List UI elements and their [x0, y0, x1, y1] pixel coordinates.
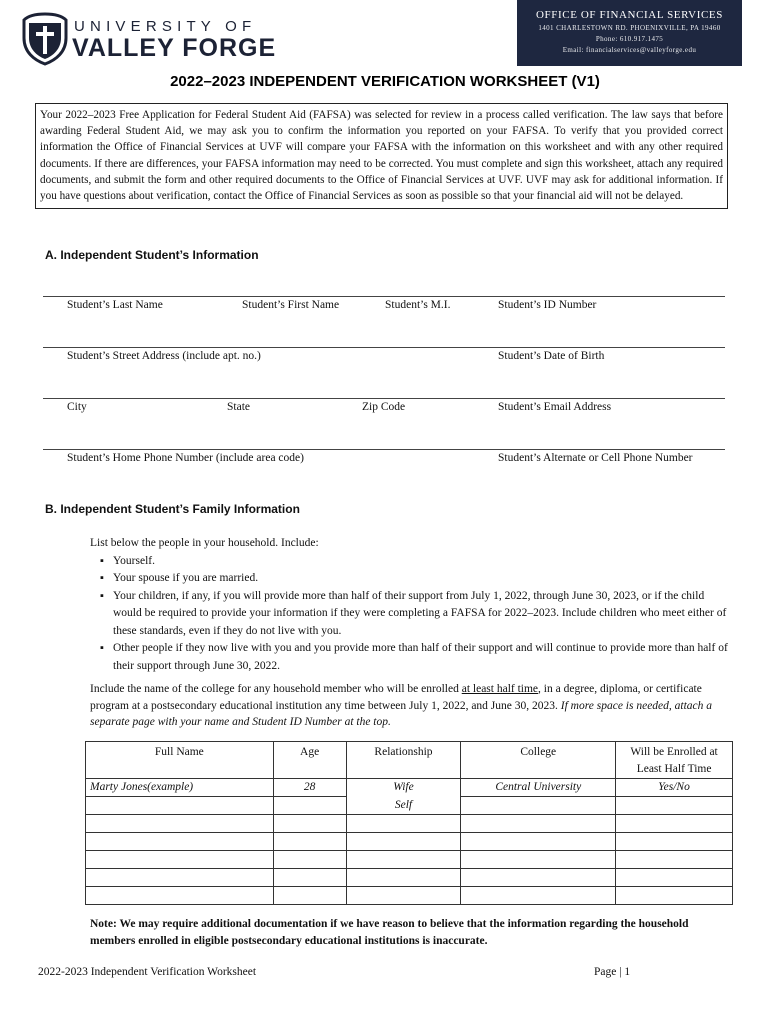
office-address: 1401 CHARLESTOWN RD. PHOENIXVILLE, PA 19460	[538, 24, 721, 32]
intro-paragraph: Your 2022–2023 Free Application for Federal Student Aid (FAFSA) was selected for review in a process called verification. The law says that before awarding Federal Student Aid, we may ask you to confirm the information you reported on your FAFSA. To verify that you provided correct information the Office of Financial Services at UVF will compare your FAFSA with the information on this worksheet and with any other required documents. If there are differences, your FAFSA information may need to be corrected. You must complete and sign this worksheet, attach any required documents, and submit the form and other required documents to the Office of Financial Services at UVF. UVF may ask for additional information. If you have questions about verification, contact the Office of Financial Services as soon as possible so that your financial aid will not be delayed.	[35, 103, 728, 209]
table-header-row	[86, 742, 733, 779]
section-b-heading: B. Independent Student’s Family Information	[45, 502, 300, 516]
list-item: ▪ Other people if they now live with you and you provide more than half of their support and will continue to provide more than half of their support through June 30, 2022.	[90, 640, 730, 675]
col-relationship: Relationship	[346, 742, 461, 779]
table-cell[interactable]	[86, 887, 274, 905]
city-label: City	[67, 401, 87, 413]
field-line[interactable]	[43, 296, 725, 297]
list-item: ▪ Yourself.	[90, 553, 730, 571]
list-intro: List below the people in your household. Include:	[90, 537, 319, 549]
table-row[interactable]	[86, 851, 733, 869]
table-cell[interactable]	[273, 869, 346, 887]
table-cell[interactable]	[616, 833, 733, 851]
col-full-name: Full Name	[86, 742, 274, 779]
table-cell[interactable]	[616, 815, 733, 833]
field-line[interactable]	[43, 449, 725, 450]
street-address-label: Student’s Street Address (include apt. no.)	[67, 350, 261, 362]
first-name-label: Student’s First Name	[242, 299, 340, 311]
table-cell[interactable]	[273, 887, 346, 905]
table-cell[interactable]	[461, 851, 616, 869]
college-text-2: , in a degree, diploma, or certificate program at a postsecondary educational institution any time between July 1, 2022, and June 30, 2023.	[90, 683, 702, 712]
field-line[interactable]	[43, 347, 725, 348]
example-relationship: Wife	[346, 779, 461, 797]
col-college: College	[461, 742, 616, 779]
table-cell[interactable]	[346, 833, 461, 851]
table-cell[interactable]	[461, 869, 616, 887]
table-row[interactable]	[86, 833, 733, 851]
col-age: Age	[273, 742, 346, 779]
table-cell[interactable]	[86, 833, 274, 851]
office-email: Email: financialservices@valleyforge.edu	[562, 46, 697, 54]
example-age: 28	[273, 779, 346, 797]
cell-phone-label: Student’s Alternate or Cell Phone Number	[498, 452, 693, 464]
table-row[interactable]	[86, 815, 733, 833]
table-cell[interactable]	[616, 869, 733, 887]
logo-text-top: UNIVERSITY OF	[74, 18, 257, 35]
example-enrolled: Yes/No	[616, 779, 733, 797]
email-label: Student’s Email Address	[498, 401, 612, 413]
table-row	[86, 779, 733, 797]
example-name: Marty Jones(example)	[86, 779, 274, 797]
table-cell[interactable]	[346, 851, 461, 869]
table-cell[interactable]	[86, 851, 274, 869]
table-cell[interactable]	[616, 851, 733, 869]
middle-initial-label: Student’s M.I.	[385, 299, 451, 311]
col-enrolled-half-time: Will be Enrolled at Least Half Time	[616, 742, 733, 779]
table-cell[interactable]	[346, 887, 461, 905]
table-row[interactable]	[86, 797, 733, 815]
zip-code-label: Zip Code	[362, 401, 406, 413]
list-item: ▪ Your children, if any, if you will provide more than half of their support from July 1, 2022, through June 30, 2023, or if the child would be required to provide your information if they were completing a FAFSA for 2022–2023. Include children who meet either of these standards, even if they do not live with you.	[90, 588, 730, 641]
page-number: Page | 1	[594, 966, 631, 978]
logo-text-bottom: VALLEY FORGE	[72, 34, 277, 62]
university-logo	[22, 12, 277, 68]
table-cell[interactable]	[346, 869, 461, 887]
self-relationship: Self	[346, 797, 461, 815]
document-title: 2022–2023 INDEPENDENT VERIFICATION WORKSHEET (V1)	[170, 73, 600, 90]
table-cell[interactable]	[616, 887, 733, 905]
college-text-italic: If more space is needed, attach a separate page with your name and Student ID Number at the top.	[90, 699, 713, 728]
date-of-birth-label: Student’s Date of Birth	[498, 350, 605, 362]
office-banner	[517, 0, 742, 66]
table-cell[interactable]	[461, 833, 616, 851]
table-cell[interactable]	[273, 797, 346, 815]
office-phone: Phone: 610.917.1475	[595, 35, 664, 43]
table-cell[interactable]	[346, 815, 461, 833]
state-label: State	[227, 401, 250, 413]
office-title: OFFICE OF FINANCIAL SERVICES	[536, 9, 723, 21]
bullet-list	[90, 553, 730, 676]
household-table	[85, 741, 733, 905]
table-cell[interactable]	[273, 815, 346, 833]
table-cell[interactable]	[461, 797, 616, 815]
college-instructions	[90, 681, 730, 731]
field-line[interactable]	[43, 398, 725, 399]
table-row[interactable]	[86, 869, 733, 887]
table-cell[interactable]	[461, 815, 616, 833]
last-name-label: Student’s Last Name	[67, 299, 163, 311]
list-item: ▪ Your spouse if you are married.	[90, 570, 730, 588]
table-cell[interactable]	[273, 833, 346, 851]
section-a-heading: A. Independent Student’s Information	[45, 248, 259, 262]
table-cell[interactable]	[273, 851, 346, 869]
table-row[interactable]	[86, 887, 733, 905]
example-college: Central University	[461, 779, 616, 797]
documentation-note: Note: We may require additional documentation if we have reason to believe that the information regarding the household members enrolled in eligible postsecondary educational institutions is inaccurate.	[90, 918, 689, 947]
table-cell[interactable]	[86, 869, 274, 887]
half-time-underline: at least half time	[461, 683, 539, 695]
table-cell[interactable]	[461, 887, 616, 905]
shield-cross-icon	[22, 12, 68, 66]
college-text-1: Include the name of the college for any household member who will be enrolled	[90, 683, 462, 695]
table-cell[interactable]	[86, 797, 274, 815]
footer-title: 2022-2023 Independent Verification Worksheet	[38, 966, 257, 978]
home-phone-label: Student’s Home Phone Number (include area code)	[67, 452, 304, 464]
student-id-label: Student’s ID Number	[498, 299, 597, 311]
table-cell[interactable]	[616, 797, 733, 815]
household-list	[90, 535, 730, 675]
table-cell[interactable]	[86, 815, 274, 833]
